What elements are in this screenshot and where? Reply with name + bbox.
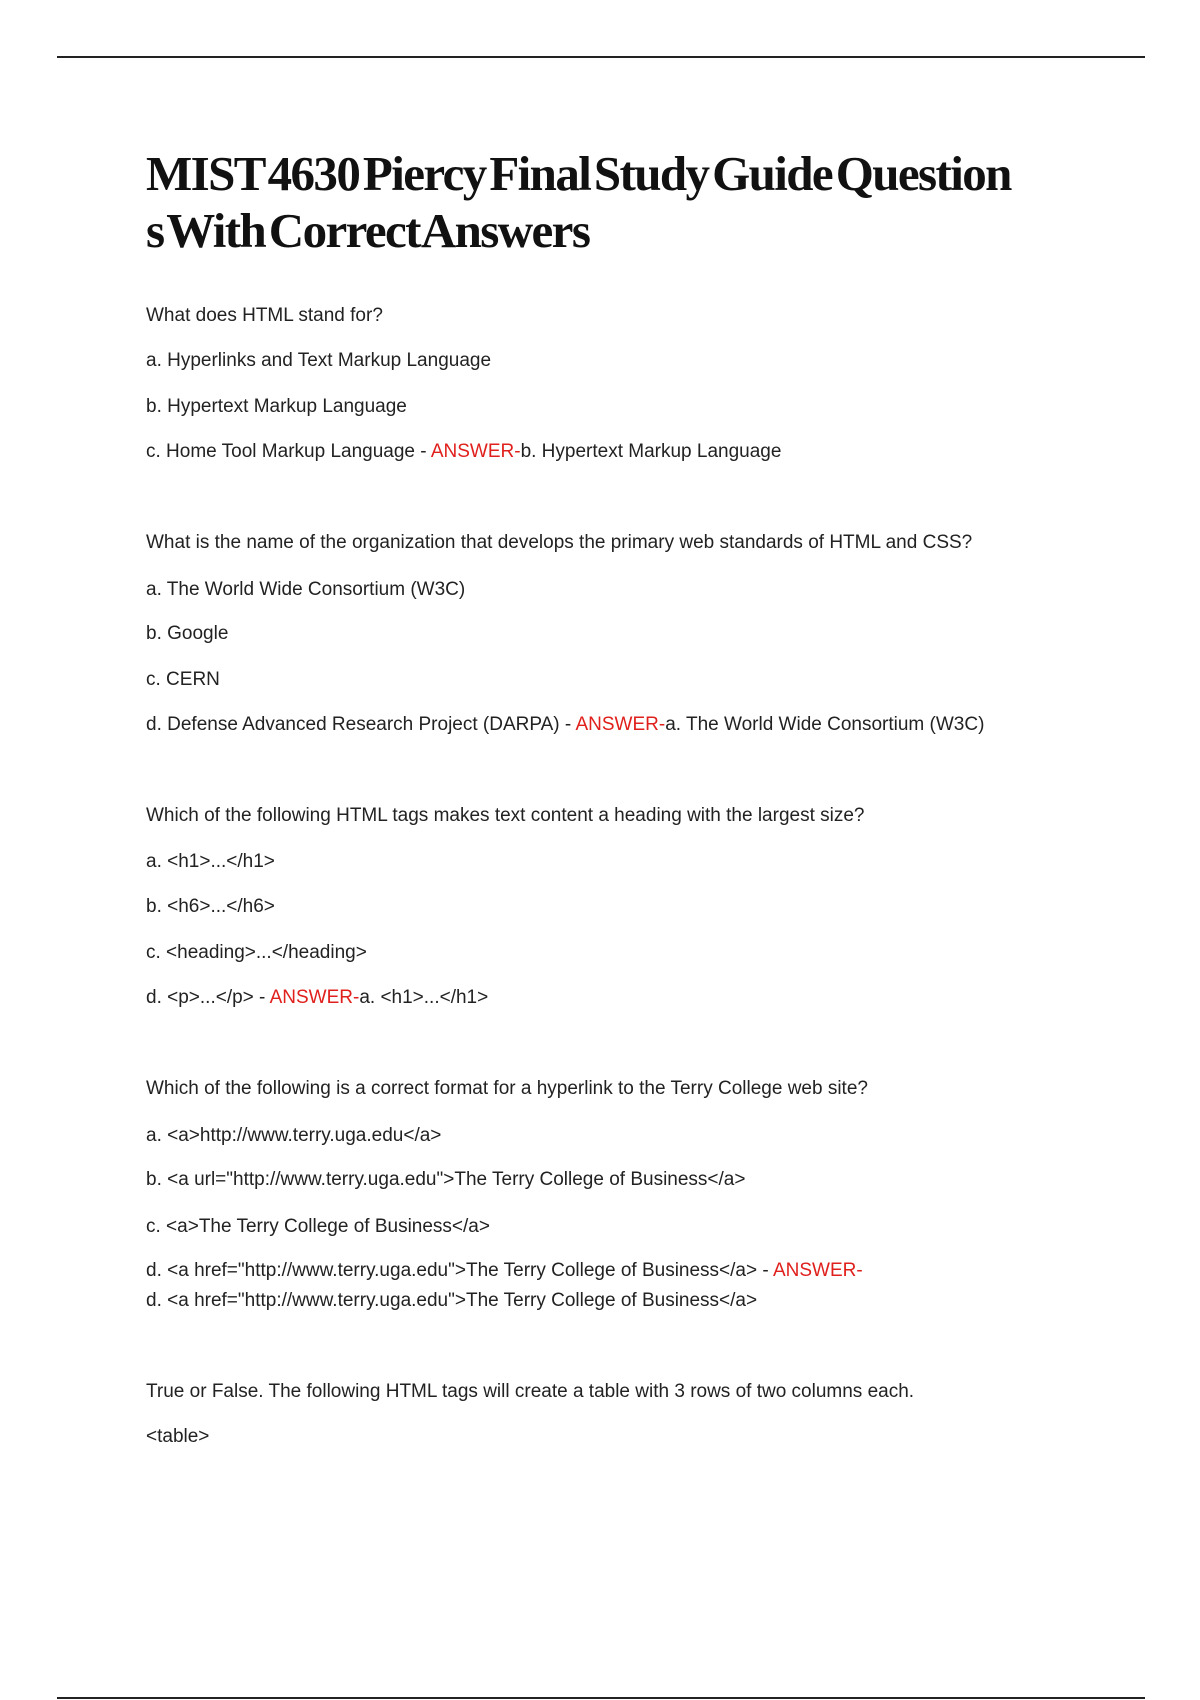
answer-text: a. <h1>...</h1> (359, 987, 489, 1008)
q2-option-b: b. Google (146, 623, 229, 644)
q4-option-a: a. <a>http://www.terry.uga.edu</a> (146, 1125, 442, 1146)
answer-label: ANSWER- (430, 441, 521, 462)
page-title-continued: s With Correct Answers (146, 203, 590, 258)
q1-option-a: a. Hyperlinks and Text Markup Language (146, 350, 492, 371)
option-text: d. <p>...</p> - (146, 987, 270, 1008)
option-text: c. Home Tool Markup Language - (146, 441, 431, 462)
q3-option-a: a. <h1>...</h1> (146, 851, 275, 872)
q3-option-c: c. <heading>...</heading> (146, 942, 367, 963)
option-text: d. Defense Advanced Research Project (DARPA) - (146, 714, 576, 735)
question-2: What is the name of the organization that develops the primary web standards of HTML and CSS? (146, 532, 973, 553)
top-rule (57, 56, 1145, 58)
answer-label: ANSWER- (772, 1260, 863, 1281)
question-5: True or False. The following HTML tags will create a table with 3 rows of two columns each. (146, 1381, 915, 1402)
q4-option-d (146, 1259, 863, 1283)
option-text: d. <a href="http://www.terry.uga.edu">The Terry College of Business</a> - (146, 1260, 773, 1281)
q2-option-a: a. The World Wide Consortium (W3C) (146, 579, 466, 600)
question-4: Which of the following is a correct format for a hyperlink to the Terry College web site? (146, 1078, 868, 1099)
bottom-rule (57, 1697, 1145, 1699)
q3-option-b: b. <h6>...</h6> (146, 896, 275, 917)
answer-label: ANSWER- (575, 714, 666, 735)
q5-code-line: <table> (146, 1426, 210, 1447)
answer-label: ANSWER- (269, 987, 360, 1008)
q4-option-b: b. <a url="http://www.terry.uga.edu">The Terry College of Business</a> (146, 1169, 746, 1190)
question-3: Which of the following HTML tags makes text content a heading with the largest size? (146, 805, 865, 826)
q2-option-d (146, 713, 984, 737)
question-1: What does HTML stand for? (146, 305, 383, 326)
q3-option-d (146, 986, 488, 1010)
page-title: MIST 4630 Piercy Final Study Guide Question (146, 146, 1011, 201)
q1-option-b: b. Hypertext Markup Language (146, 396, 407, 417)
answer-text: b. Hypertext Markup Language (520, 441, 782, 462)
q2-option-c: c. CERN (146, 669, 220, 690)
answer-text: a. The World Wide Consortium (W3C) (665, 714, 985, 735)
q1-option-c (146, 440, 781, 464)
q4-option-c: c. <a>The Terry College of Business</a> (146, 1216, 490, 1237)
q4-answer: d. <a href="http://www.terry.uga.edu">The Terry College of Business</a> (146, 1290, 758, 1311)
